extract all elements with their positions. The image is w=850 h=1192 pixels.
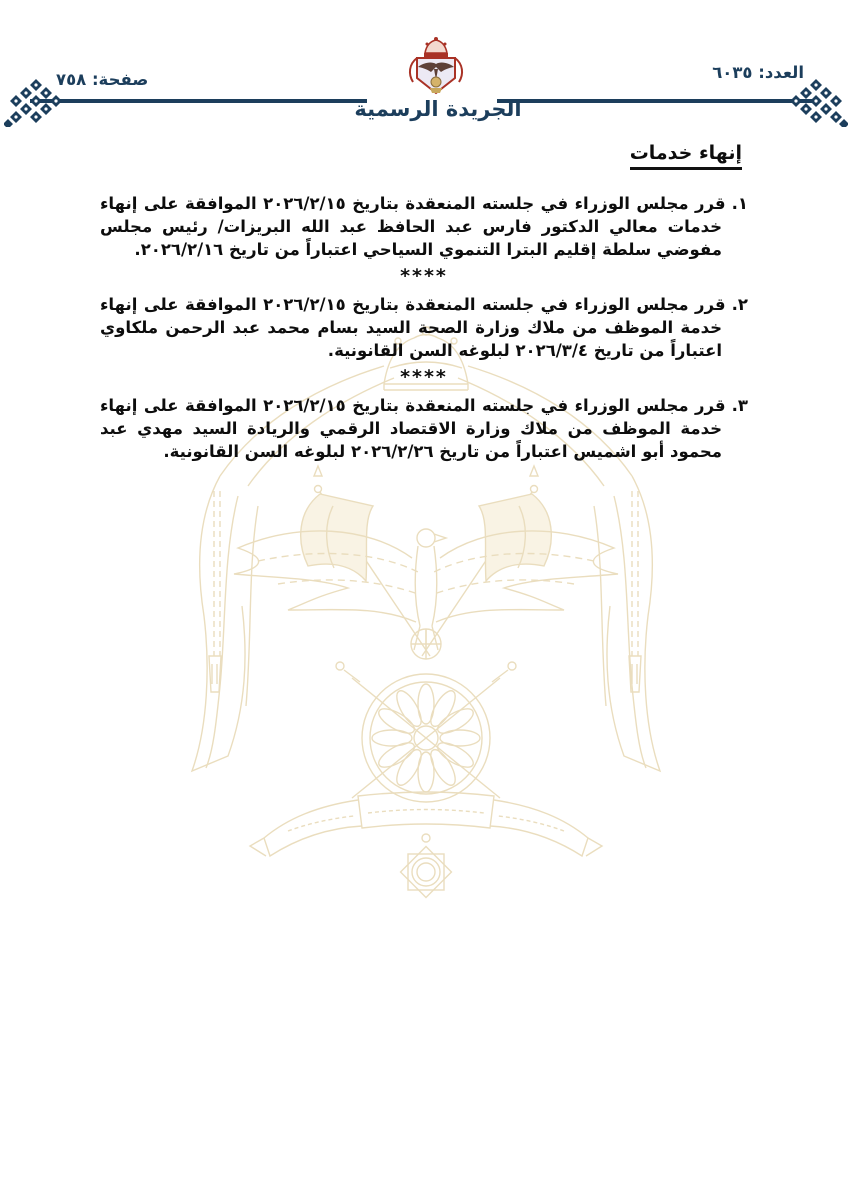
gazette-title: الجريدة الرسمية: [354, 97, 522, 121]
page-number-label: صفحة: ٧٥٨: [56, 70, 149, 89]
decision-item-2: [100, 293, 748, 362]
item-text: قرر مجلس الوزراء في جلسته المنعقدة بتاريخ ٢٠٢٦/٢/١٥ الموافقة على إنهاء خدمات معالي الدكتور فارس عبد الحافظ عبد الله البريزات/ رئيس مجلس مفوضي سلطة إقليم البترا التنموي السياحي اعتباراً من تاريخ ٢٠٢٦/٢/١٦.: [100, 194, 726, 259]
section-separator: ****: [400, 366, 448, 388]
content-area: [100, 142, 748, 463]
item-number: ١.: [731, 194, 748, 213]
item-number: ٢.: [731, 295, 748, 314]
jordan-coat-of-arms-icon: [401, 36, 471, 100]
section-title: إنهاء خدمات: [630, 142, 742, 170]
section-separator: ****: [400, 265, 448, 287]
issue-number-label: العدد: ٦٠٣٥: [712, 63, 804, 82]
decision-item-1: [100, 192, 748, 261]
item-text: قرر مجلس الوزراء في جلسته المنعقدة بتاريخ ٢٠٢٦/٢/١٥ الموافقة على إنهاء خدمة الموظف من ملاك وزارة الصحة السيد بسام محمد عبد الرحمن ملكاوي اعتباراً من تاريخ ٢٠٢٦/٣/٤ لبلوغه السن القانونية.: [100, 295, 726, 360]
item-number: ٣.: [731, 396, 748, 415]
decision-item-3: [100, 394, 748, 463]
item-text: قرر مجلس الوزراء في جلسته المنعقدة بتاريخ ٢٠٢٦/٢/١٥ الموافقة على إنهاء خدمة الموظف من ملاك وزارة الاقتصاد الرقمي والريادة السيد مهدي عبد محمود أبو اشميس اعتباراً من تاريخ ٢٠٢٦/٢/٢٦ لبلوغه السن القانونية.: [100, 396, 726, 461]
